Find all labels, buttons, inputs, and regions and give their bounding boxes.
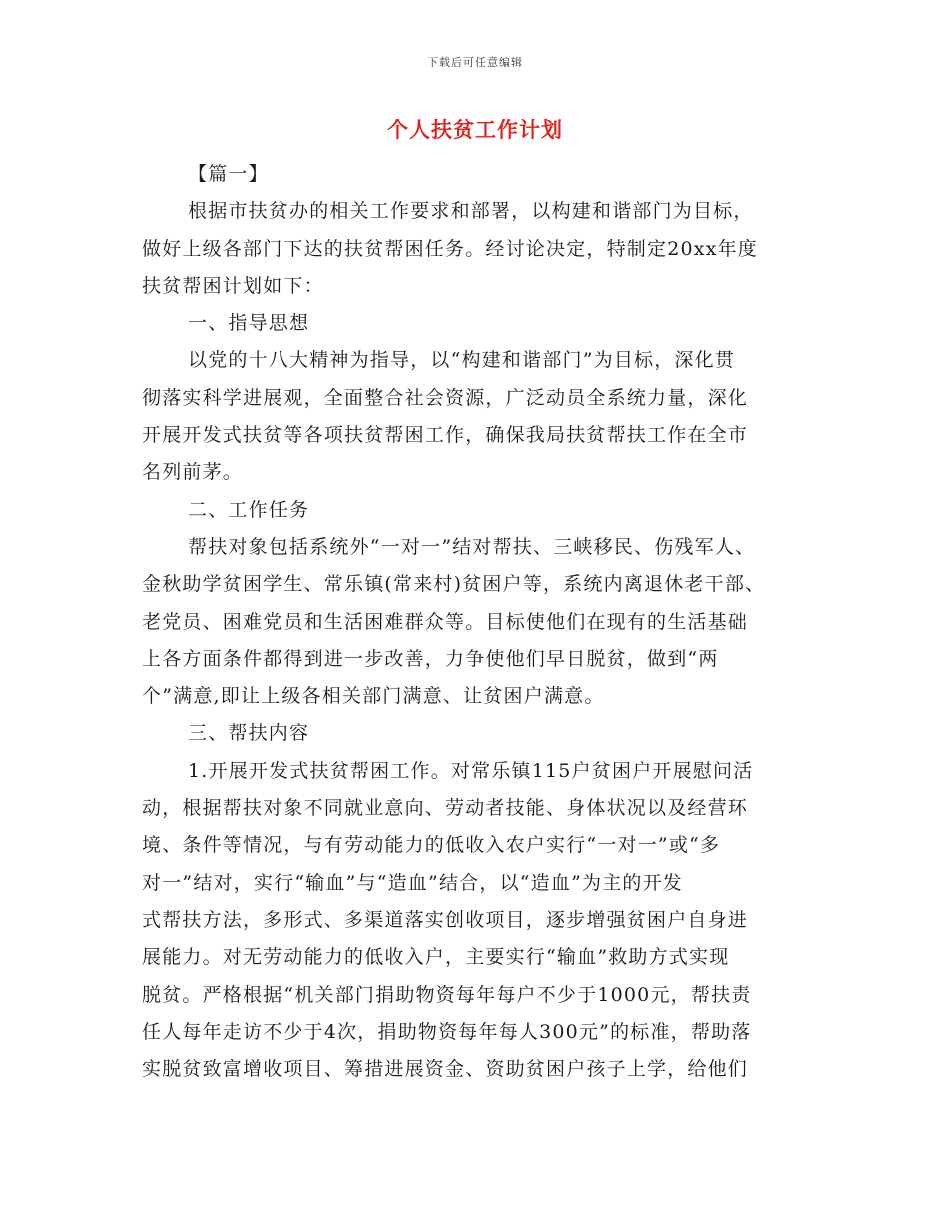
text-line: 三、帮扶内容: [188, 722, 310, 745]
text-line: 做好上级各部门下达的扶贫帮困任务。经讨论决定，特制定20xx年度: [142, 237, 759, 260]
text-line: 二、工作任务: [188, 498, 310, 521]
text-line: 脱贫。严格根据“机关部门捐助物资每年每户不少于1000元，帮扶责: [142, 983, 752, 1006]
text-line: 帮扶对象包括系统外“一对一”结对帮扶、三峡移民、伤残军人、: [188, 535, 756, 558]
text-line: 境、条件等情况，与有劳动能力的低收入农户实行“一对一”或“多: [142, 834, 721, 857]
text-line: 个”满意,即让上级各相关部门满意、让贫困户满意。: [142, 685, 605, 708]
text-line: 开展开发式扶贫等各项扶贫帮困工作，确保我局扶贫帮扶工作在全市: [142, 424, 749, 447]
text-line: 1.开展开发式扶贫帮困工作。对常乐镇115户贫困户开展慰问活: [188, 759, 754, 782]
text-line: 任人每年走访不少于4次，捐助物资每年每人300元”的标准，帮助落: [142, 1020, 752, 1043]
text-line: 老党员、困难党员和生活困难群众等。目标使他们在现有的生活基础: [142, 610, 749, 633]
text-line: 上各方面条件都得到进一步改善，力争使他们早日脱贫，做到“两: [142, 647, 719, 670]
text-line: 展能力。对无劳动能力的低收入户，主要实行“输血”救助方式实现: [142, 946, 730, 969]
header-note: 下载后可任意编辑: [427, 56, 523, 69]
text-line: 【篇一】: [188, 163, 269, 185]
text-line: 名列前茅。: [142, 461, 244, 484]
page-title: 个人扶贫工作计划: [387, 117, 563, 142]
text-line: 一、指导思想: [188, 312, 310, 335]
text-line: 动，根据帮扶对象不同就业意向、劳动者技能、身体状况以及经营环: [142, 797, 749, 820]
text-line: 扶贫帮困计划如下：: [142, 274, 324, 297]
text-line: 式帮扶方法，多形式、多渠道落实创收项目，逐步增强贫困户自身进: [142, 908, 749, 931]
text-line: 实脱贫致富增收项目、筹措进展资金、资助贫困户孩子上学，给他们: [142, 1058, 749, 1081]
text-line: 金秋助学贫困学生、常乐镇(常来村)贫困户等，系统内离退休老干部、: [142, 573, 766, 596]
text-line: 以党的十八大精神为指导，以“构建和谐部门”为目标，深化贯: [188, 349, 736, 372]
text-line: 根据市扶贫办的相关工作要求和部署，以构建和谐部门为目标，: [188, 200, 754, 223]
document-body: [142, 156, 812, 1088]
text-line: 对一”结对，实行“输血”与“造血”结合，以“造血”为主的开发: [142, 871, 683, 894]
text-line: 彻落实科学进展观，全面整合社会资源，广泛动员全系统力量，深化: [142, 386, 749, 409]
